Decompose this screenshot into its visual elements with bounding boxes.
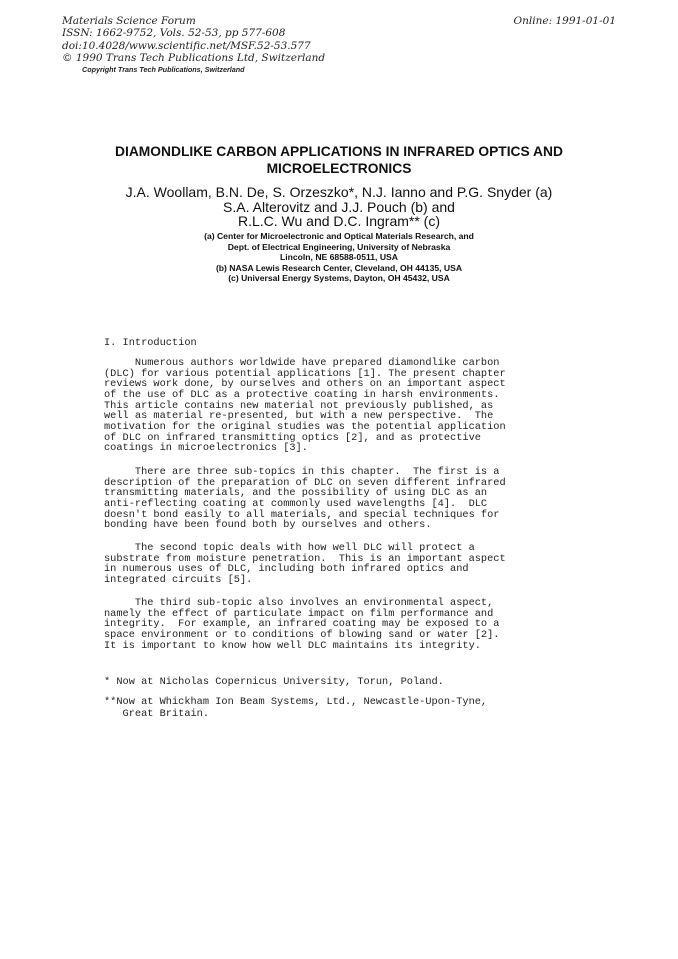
- title-line: MICROELECTRONICS: [266, 161, 412, 176]
- body-paragraph: The second topic deals with how well DLC will protect a substrate from moisture penetration. This is an important aspect in numerous uses of DLC, including both infrared optics and integrated circuits [5].: [104, 542, 506, 586]
- journal-name: Materials Science Forum: [62, 15, 196, 27]
- author-line: S.A. Alterovitz and J.J. Pouch (b) and: [223, 198, 455, 215]
- issn-line: ISSN: 1662-9752, Vols. 52-53, pp 577-608: [62, 27, 286, 40]
- paper-title: [0, 143, 678, 177]
- affiliation-line: (b) NASA Lewis Research Center, Cleveland, OH 44135, USA: [215, 262, 463, 273]
- affiliation-line: (c) Universal Energy Systems, Dayton, OH 45432, USA: [228, 273, 450, 284]
- body-paragraph: The third sub-topic also involves an environmental aspect, namely the effect of particulate impact on film performance and integrity. For example, an infrared coating may be exposed to a space environment or to conditions of blowing sand or water [2]. It is important to know how well DLC maintains its integrity.: [104, 597, 500, 652]
- doi-line: doi:10.4028/www.scientific.net/MSF.52-53.577: [62, 39, 311, 52]
- online-date: Online: 1991-01-01: [513, 15, 616, 27]
- affiliation-line: (a) Center for Microelectronic and Optical Materials Research, and: [204, 231, 474, 241]
- footnote: * Now at Nicholas Copernicus University, Torun, Poland.: [104, 676, 444, 688]
- title-line: DIAMONDLIKE CARBON APPLICATIONS IN INFRARED OPTICS AND: [115, 144, 563, 159]
- footnote: **Now at Whickham Ion Beam Systems, Ltd., Newcastle-Upon-Tyne, Great Britain.: [104, 696, 488, 720]
- affiliation-line: Dept. of Electrical Engineering, University of Nebraska: [227, 241, 451, 252]
- body-paragraph: There are three sub-topics in this chapter. The first is a description of the preparation of DLC on seven different infrared transmitting materials, and the possibility of using DLC as an anti-reflecting coating at commonly used wavelengths [4]. DLC doesn't bond easily to all materials, and special techniques for bonding have been found both by ourselves and others.: [104, 466, 506, 532]
- affiliations: [0, 231, 678, 284]
- author-line: J.A. Woollam, B.N. De, S. Orzeszko*, N.J. Ianno and P.G. Snyder (a): [125, 184, 553, 200]
- journal-header: [62, 15, 325, 75]
- body-paragraph: Numerous authors worldwide have prepared diamondlike carbon (DLC) for various potential applications [1]. The present chapter reviews work done, by ourselves and others on an important aspect of the use of DLC as a protective coating in harsh environments. This article contains new material not previously published, as well as material re-presented, but with a new perspective. The motivation for the original studies was the potential application of DLC on infrared transmitting optics [2], and as protective coatings in microelectronics [3].: [104, 357, 506, 455]
- publisher-line: © 1990 Trans Tech Publications Ltd, Switzerland: [62, 51, 326, 64]
- section-heading: I. Introduction: [104, 337, 197, 349]
- affiliation-line: Lincoln, NE 68588-0511, USA: [280, 252, 398, 263]
- author-line: R.L.C. Wu and D.C. Ingram** (c): [237, 213, 441, 230]
- copyright-notice: Copyright Trans Tech Publications, Switzerland: [82, 65, 245, 75]
- author-list: [0, 185, 678, 229]
